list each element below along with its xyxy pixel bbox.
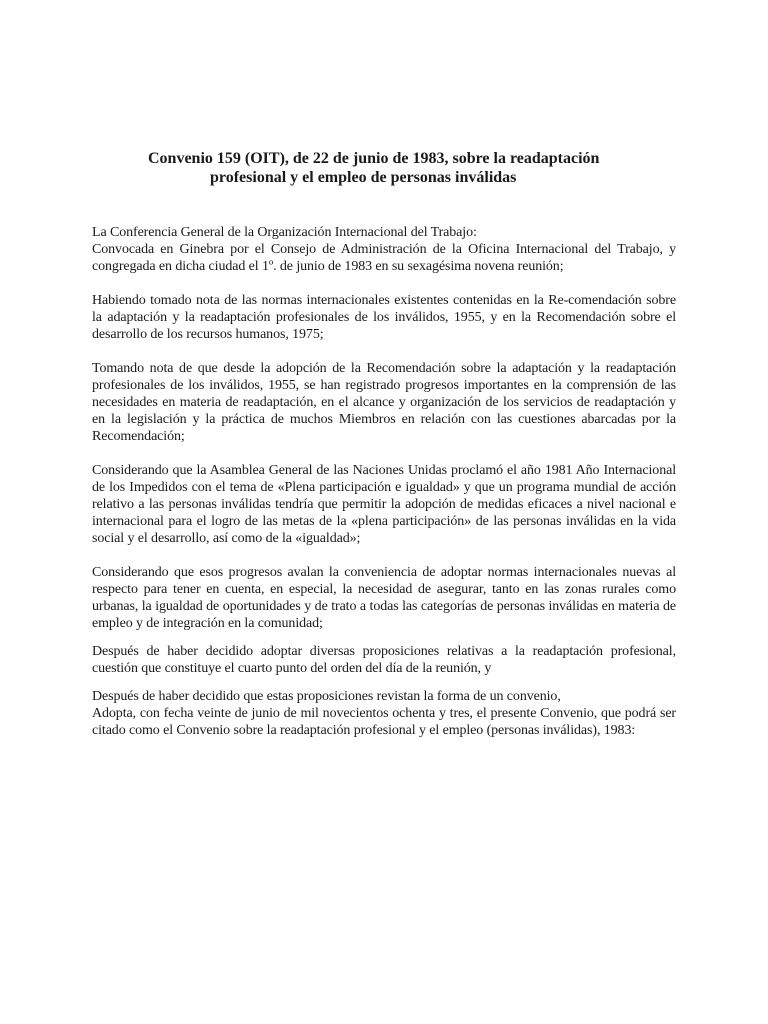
paragraph-despues-convenio: Después de haber decidido que estas proposiciones revistan la forma de un convenio, <box>92 689 561 704</box>
paragraph-conference: La Conferencia General de la Organización Internacional del Trabajo: <box>92 225 477 240</box>
document-body <box>92 224 676 739</box>
paragraph-habiendo: Habiendo tomado nota de las normas internacionales existentes contenidas en la Re-comendación sobre la adaptación y la readaptación profesionales de los inválidos, 1955, y en la Recomendación sobre el desarrollo de los recursos humanos, 1975; <box>92 293 676 342</box>
paragraph-adopta: Adopta, con fecha veinte de junio de mil novecientos ochenta y tres, el presente Convenio, que podrá ser citado como el Convenio sobre la readaptación profesional y el empleo (personas inválidas), 1983: <box>92 706 676 738</box>
paragraph-considerando-asamblea: Considerando que la Asamblea General de las Naciones Unidas proclamó el año 1981 Año Internacional de los Impedidos con el tema de «Plena participación e igualdad» y que un programa mundial de acción relativo a las personas inválidas tendría que permitir la adopción de medidas eficaces a nivel nacional e internacional para el logro de las metas de la «plena participación» de las personas inválidas en la vida social y el desarrollo, así como de la «igualdad»; <box>92 463 676 546</box>
paragraph-considerando-progresos: Considerando que esos progresos avalan la conveniencia de adoptar normas internacionales nuevas al respecto para tener en cuenta, en especial, la necesidad de asegurar, tanto en las zonas rurales como urbanas, la igualdad de oportunidades y de trato a todas las categorías de personas inválidas en materia de empleo y de integración en la comunidad; <box>92 565 676 631</box>
document-title-line-1: Convenio 159 (OIT), de 22 de junio de 1983, sobre la readaptación <box>148 150 600 167</box>
paragraph-convocada: Convocada en Ginebra por el Consejo de Administración de la Oficina Internacional del Trabajo, y congregada en dicha ciudad el 1º. de junio de 1983 en su sexagésima novena reunión; <box>92 242 676 274</box>
document-title <box>100 149 700 187</box>
paragraph-despues-adoptar: Después de haber decidido adoptar diversas proposiciones relativas a la readaptación profesional, cuestión que constituye el cuarto punto del orden del día de la reunión, y <box>92 644 676 676</box>
paragraph-tomando-nota: Tomando nota de que desde la adopción de la Recomendación sobre la adaptación y la readaptación profesionales de los inválidos, 1955, se han registrado progresos importantes en la comprensión de las necesidades en materia de readaptación, en el alcance y organización de los servicios de readaptación y en la legislación y la práctica de muchos Miembros en relación con las cuestiones abarcadas por la Recomendación; <box>92 361 676 444</box>
document-title-line-2: profesional y el empleo de personas inválidas <box>210 169 517 186</box>
